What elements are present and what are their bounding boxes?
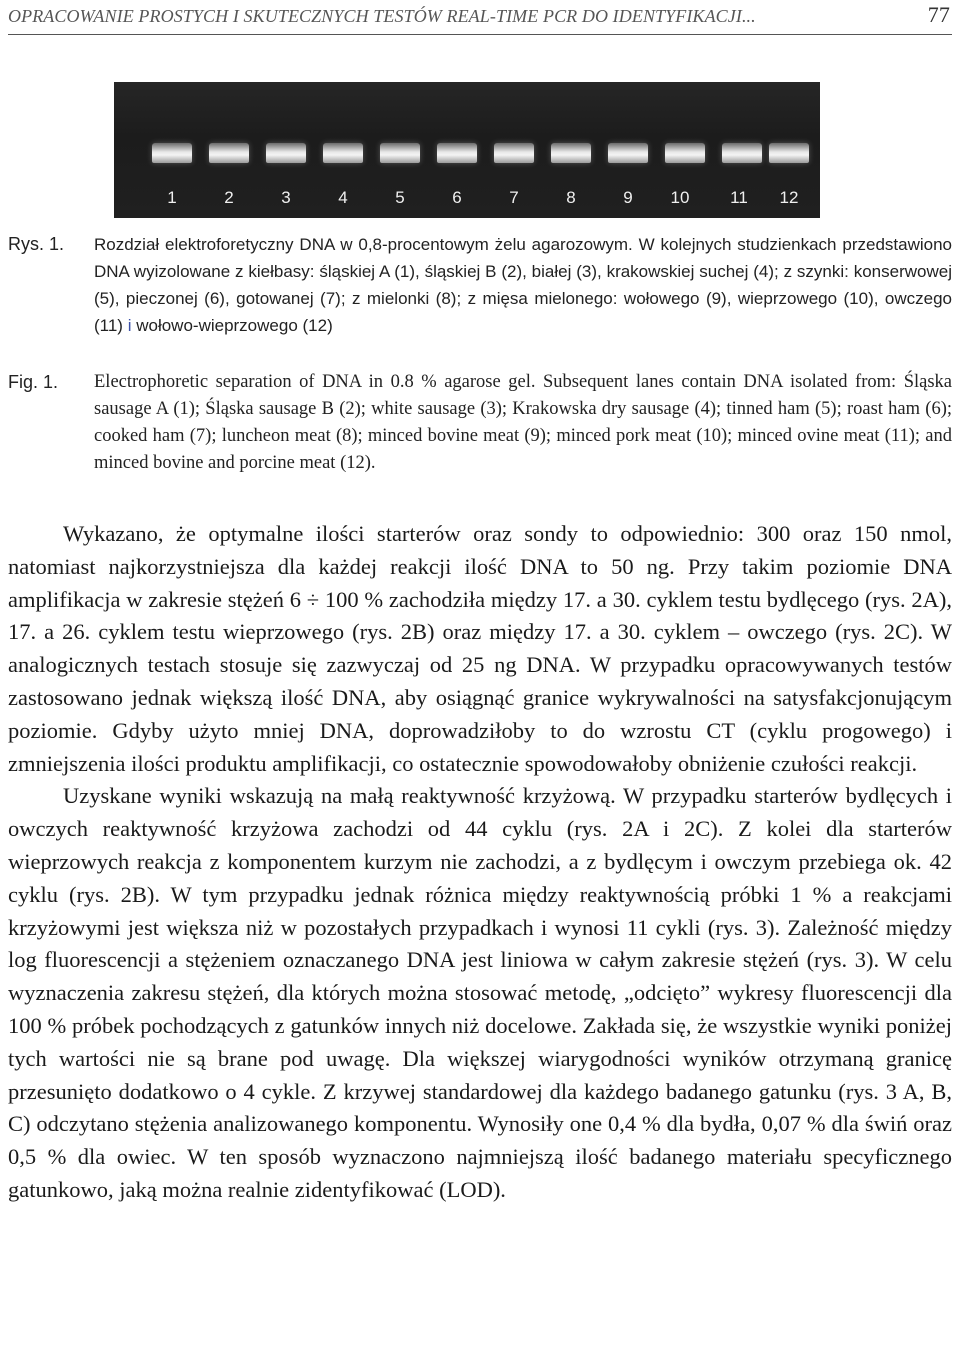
gel-band (494, 143, 534, 163)
lane-label: 10 (670, 188, 690, 207)
lane-label: 11 (730, 188, 748, 207)
lane-label: 4 (338, 188, 348, 207)
lane-label: 5 (395, 188, 405, 207)
caption-polish-accent: i (127, 316, 132, 335)
gel-band (152, 143, 192, 163)
caption-polish-text-b: wołowo-wieprzowego (12) (131, 316, 333, 335)
gel-image (114, 82, 820, 218)
gel-band (380, 143, 420, 163)
fig-label: Fig. 1. (8, 372, 59, 392)
gel-band (323, 143, 363, 163)
gel-band (665, 143, 705, 163)
gel-band (209, 143, 249, 163)
body-text (8, 518, 952, 1207)
gel-band (608, 143, 648, 163)
lane-label: 6 (452, 188, 462, 207)
gel-band (551, 143, 591, 163)
running-header (8, 4, 952, 30)
lane-label: 8 (566, 188, 576, 207)
caption-english: Electrophoretic separation of DNA in 0.8 % agarose gel. Subsequent lanes contain DNA isolated from: Śląska sausage A (1); Śląska sausage B (2); white sausage (3); Krakowska dry sausage (4); tinned ham (5); roast ham (6); cooked ham (7); luncheon meat (8); minced bovine meat (9); minced pork meat (10); minced ovine meat (11); and minced bovine and porcine meat (12). (94, 372, 952, 473)
rys-label: Rys. 1. (8, 234, 65, 254)
lane-label: 2 (224, 188, 234, 207)
caption-polish-text-a: Rozdział elektroforetyczny DNA w 0,8-procentowym żelu agarozowym. W kolejnych studzienkach przedstawiono DNA wyizolowane z kiełbasy: śląskiej A (1), śląskiej B (2), białej (3), krakowskiej suchej (4); z szynki: konserwowej (5), pieczonej (6), gotowanej (7); z mielonki (8); z mięsa mielonego: wołowego (9), wieprzowego (10), owczego (11) (94, 235, 952, 335)
page-number: 77 (927, 2, 950, 27)
paragraph-2: Uzyskane wyniki wskazują na małą reaktywność krzyżową. W przypadku starterów bydlęcych i owczych reaktywność krzyżowa zachodzi od 44 cyklu (rys. 2A i 2C). Z kolei dla starterów wieprzowych reakcja z komponentem kurzym nie zachodzi, a z bydlęcym i owczym przebiega ok. 42 cyklu (rys. 2B). W tym przypadku jednak różnica między reaktywnością próbki 1 % a reakcjami krzyżowymi jest większa niż w pozostałych przypadkach i wynosi 11 cykli (rys. 3). Zależność między log fluorescencji a stężeniem oznaczanego DNA jest liniowa w całym zakresie stężeń (rys. 3). W celu wyznaczenia zakresu stężeń, dla których można stosować metodę, „odcięto” wykresy fluorescencji dla 100 % próbek pochodzących z gatunków innych niż docelowe. Zakłada się, że wszystkie wyniki poniżej tych wartości nie są brane pod uwagę. Dla większej wiarygodności wyników otrzymaną granicę przesunięto dodatkowo o 4 cykle. Z krzywej standardowej dla każdego badanego gatunku (rys. 3 A, B, C) odczytano stężenia analizowanego komponentu. Wynosiły one 0,4 % dla bydła, 0,07 % dla świń oraz 0,5 % dla owiec. W ten sposób wyznaczono najmniejszą ilość badanego materiału specyficznego gatunkowo, jaką można realnie zidentyfikować (LOD). (8, 783, 952, 1202)
caption-polish (94, 231, 952, 339)
lane-label: 7 (509, 188, 519, 207)
gel-band (266, 143, 306, 163)
lane-label: 9 (623, 188, 633, 207)
gel-band (437, 143, 477, 163)
lane-label: 12 (779, 188, 799, 207)
running-title: OPRACOWANIE PROSTYCH I SKUTECZNYCH TESTÓW REAL-TIME PCR DO IDENTYFIKACJI... (8, 6, 756, 26)
lane-label: 3 (281, 188, 291, 207)
header-rule (8, 34, 952, 35)
gel-band (722, 143, 762, 163)
paragraph-1: Wykazano, że optymalne ilości starterów oraz sondy to odpowiednio: 300 oraz 150 nmol, natomiast najkorzystniejsza dla każdej reakcji ilość DNA to 50 ng. Przy takim poziomie DNA amplifikacja w zakresie stężeń 6 ÷ 100 % zachodziła między 17. a 30. cyklem testu bydlęcego (rys. 2A), 17. a 26. cyklem testu wieprzowego (rys. 2B) oraz między 17. a 30. cyklem – owczego (rys. 2C). W analogicznych testach stosuje się zazwyczaj od 25 ng DNA. W przypadku opracowywanych testów zastosowano jednak większą ilość DNA, aby osiągnąć granice wykrywalności na satysfakcjonującym poziomie. Gdyby użyto mniej DNA, doprowadziłoby to do wzrostu CT (cyklu progowego) i zmniejszenia ilości produktu amplifikacji, co ostatecznie spowodowałoby obniżenie czułości reakcji. (8, 521, 952, 776)
lane-label: 1 (167, 188, 177, 207)
gel-band (769, 143, 809, 163)
